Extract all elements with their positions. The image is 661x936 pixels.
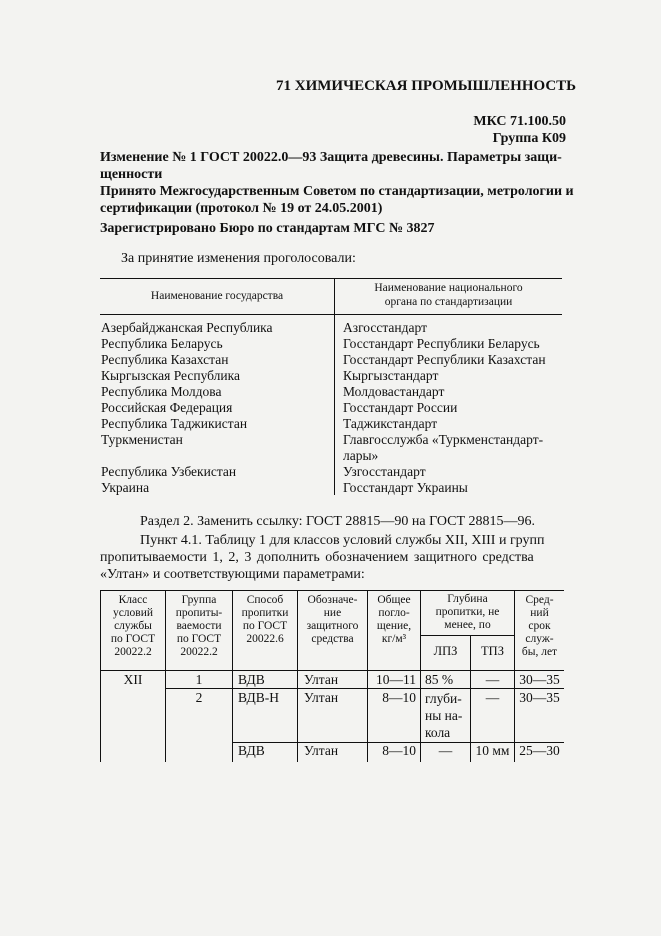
header-depth [421, 593, 514, 632]
row2-lpz-line: глуби- [425, 691, 462, 706]
header-text: Группа [181, 594, 217, 606]
row2-lpz [425, 690, 462, 741]
header-absorption [368, 594, 420, 646]
voting-state: Республика Молдова [101, 384, 222, 399]
header-lpz: ЛПЗ [433, 644, 458, 658]
voting-state: Азербайджанская Республика [101, 320, 273, 335]
row1-tpz: — [485, 672, 500, 687]
header-text: по ГОСТ [110, 633, 156, 645]
voting-state: Туркменистан [101, 432, 183, 447]
voting-col2-header-line1: Наименование национального [374, 282, 523, 294]
row3-service: 25—30 [519, 743, 560, 758]
voting-body: Госстандарт Республики Беларусь [343, 336, 540, 351]
row2-method: ВДВ-Н [238, 690, 279, 705]
amendment-title-line1: Изменение № 1 ГОСТ 20022.0—93 Защита древесины. Параметры защи- [100, 150, 562, 165]
voting-body: лары» [343, 448, 379, 463]
header-text: Глубина [447, 593, 488, 605]
voting-table-top-rule [100, 278, 562, 279]
header-text: срок [528, 620, 551, 632]
group-code: Группа К09 [492, 131, 566, 146]
row2-service: 30—35 [519, 690, 560, 705]
voting-body: Госстандарт Республики Казахстан [343, 352, 546, 367]
header-text: кг/м³ [381, 633, 407, 645]
header-text: службы [114, 620, 152, 632]
header-text: ний [530, 607, 549, 619]
header-text: Общее [377, 594, 411, 606]
amendment-title-line2: щенности [100, 167, 163, 182]
param-row1-rule [165, 688, 564, 689]
voting-body: Азгосстандарт [343, 320, 427, 335]
voting-table-header-rule [100, 314, 562, 315]
row1-group: 1 [195, 672, 203, 687]
param-header-rule [100, 670, 564, 671]
row3-tpz: 10 мм [475, 743, 510, 758]
voting-body: Госстандарт Украины [343, 480, 468, 495]
header-text: средства [311, 633, 354, 645]
header-text: по ГОСТ [242, 620, 288, 632]
header-text: по ГОСТ [176, 633, 222, 645]
row3-designation: Ултан [304, 743, 339, 758]
header-text: 20022.6 [246, 633, 284, 645]
row1-lpz: 85 % [425, 672, 454, 687]
row1-method: ВДВ [238, 672, 265, 687]
row3-absorption: 8—10 [382, 743, 416, 758]
adopted-line2: сертификации (протокол № 19 от 24.05.2001) [100, 201, 383, 216]
row2-absorption: 8—10 [382, 690, 416, 705]
param-top-rule [100, 590, 564, 591]
header-text: 20022.2 [114, 646, 152, 658]
header-text: щение, [376, 620, 412, 632]
voting-bodies [343, 320, 546, 496]
header-text: Способ [246, 594, 284, 606]
item41-line3: «Ултан» и соответствующими параметрами: [100, 567, 365, 582]
voting-col2-header-line2: органа по стандартизации [384, 296, 513, 308]
header-text: ние [323, 607, 342, 619]
voting-state: Республика Казахстан [101, 352, 229, 367]
voting-state: Кыргызская Республика [101, 368, 240, 383]
voting-state: Украина [101, 480, 150, 495]
header-text: погло- [378, 607, 410, 619]
header-class [101, 594, 165, 659]
param-depth-rule [420, 635, 514, 636]
row2-tpz: — [485, 690, 500, 705]
header-text: условий [112, 607, 154, 619]
row2-designation: Ултан [304, 690, 339, 705]
voting-body: Таджикстандарт [343, 416, 438, 431]
header-text: ваемости [176, 620, 222, 632]
voting-body: Молдовастандарт [343, 384, 445, 399]
voting-body: Госстандарт России [343, 400, 458, 415]
voting-state: Республика Беларусь [101, 336, 223, 351]
header-text: служ- [525, 633, 554, 645]
voting-body: Кыргызстандарт [343, 368, 439, 383]
header-designation [298, 594, 367, 646]
row3-lpz: — [438, 743, 453, 758]
row2-lpz-line: кола [425, 725, 451, 740]
section2-text: Раздел 2. Заменить ссылку: ГОСТ 28815—90 на ГОСТ 28815—96. [140, 514, 536, 529]
section-header: 71 ХИМИЧЕСКАЯ ПРОМЫШЛЕННОСТЬ [276, 78, 577, 94]
header-method [233, 594, 297, 646]
row1-service: 30—35 [519, 672, 560, 687]
header-text: Обозначе- [307, 594, 358, 606]
registered-line: Зарегистрировано Бюро по стандартам МГС № 3827 [100, 221, 435, 236]
header-text: защитного [306, 620, 359, 632]
header-text: бы, лет [521, 646, 558, 658]
voting-state: Республика Таджикистан [101, 416, 248, 431]
header-text: 20022.2 [180, 646, 218, 658]
header-text: пропиты- [175, 607, 223, 619]
item41-line2: пропитываемости 1, 2, 3 дополнить обозначением защитного средства [100, 550, 534, 565]
header-service [515, 594, 564, 659]
header-text: Сред- [525, 594, 554, 606]
voting-state: Российская Федерация [101, 400, 233, 415]
voted-intro: За принятие изменения проголосовали: [121, 251, 356, 266]
mks-code: МКС 71.100.50 [473, 114, 566, 129]
header-group [166, 594, 232, 659]
header-tpz: ТПЗ [481, 644, 504, 658]
row2-lpz-line: ны на- [425, 708, 463, 723]
header-text: Класс [118, 594, 148, 606]
row2-group: 2 [195, 690, 203, 705]
item41-line1: Пункт 4.1. Таблицу 1 для классов условий службы XII, XIII и групп [140, 533, 545, 548]
voting-col1-header: Наименование государства [150, 290, 284, 302]
row1-class: XII [123, 672, 143, 687]
row1-absorption: 10—11 [376, 672, 416, 687]
header-text: менее, по [444, 619, 491, 631]
header-text: пропитки, не [435, 606, 500, 618]
voting-table-divider [334, 278, 335, 495]
header-text: пропитки [241, 607, 289, 619]
voting-body: Узгосстандарт [343, 464, 426, 479]
row3-method: ВДВ [238, 743, 265, 758]
adopted-line1: Принято Межгосударственным Советом по стандартизации, метрологии и [100, 184, 574, 199]
voting-states [101, 320, 273, 496]
voting-body: Главгосслужба «Туркменстандарт- [343, 432, 544, 447]
voting-state: Республика Узбекистан [101, 464, 237, 479]
row1-designation: Ултан [304, 672, 339, 687]
